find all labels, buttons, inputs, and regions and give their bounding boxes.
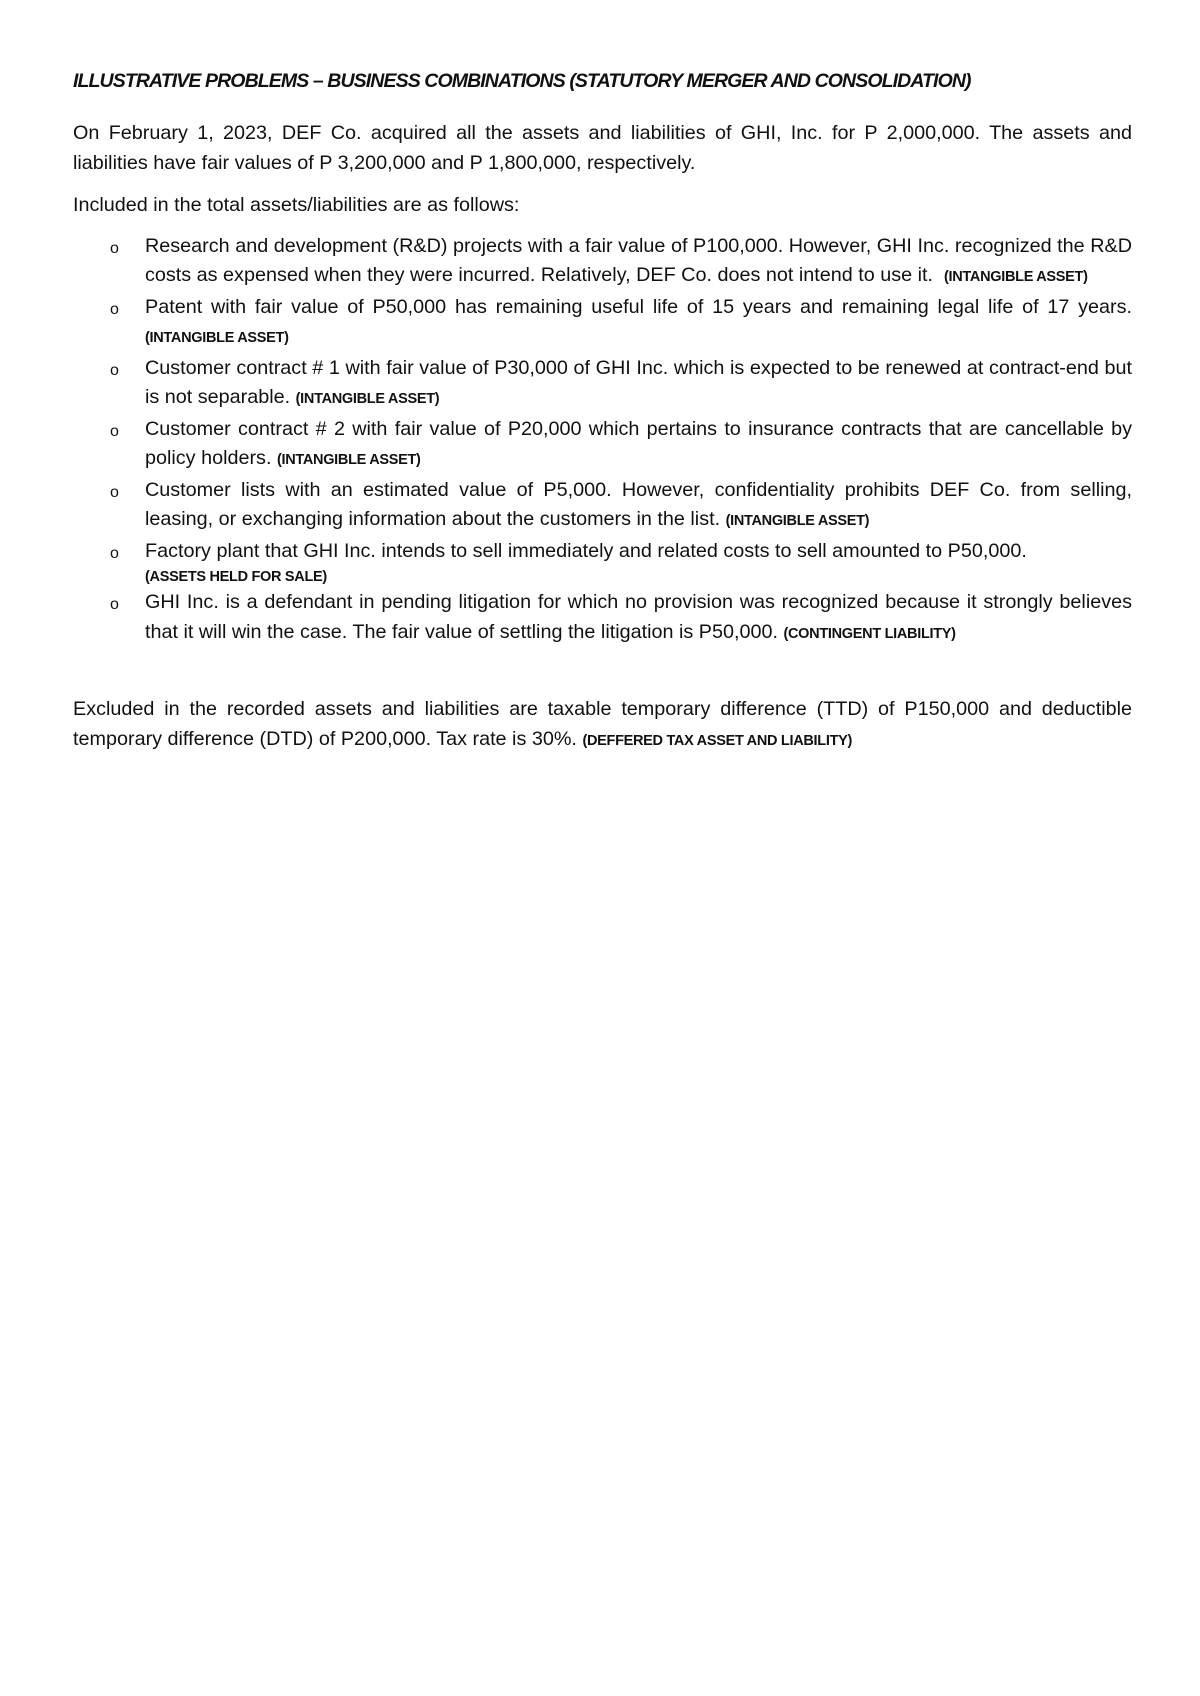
list-item <box>110 415 1132 476</box>
bullet-icon: o <box>110 596 119 613</box>
item-text: GHI Inc. is a defendant in pending litigation for which no provision was recognized because it strongly believes that it will win the case. The fair value of settling the litigation is P50,000. <box>145 591 1132 643</box>
item-text: Research and development (R&D) projects with a fair value of P100,000. However, GHI Inc. recognized the R&D costs as expensed when they were incurred. Relatively, DEF Co. does not intend to use it. <box>145 234 1132 286</box>
bullet-icon: o <box>110 483 119 501</box>
bullet-icon: o <box>110 300 119 318</box>
classification-tag: (ASSETS HELD FOR SALE) <box>145 569 327 585</box>
excluded-paragraph <box>73 695 1132 756</box>
item-text: Customer contract # 2 with fair value of P20,000 which pertains to insurance contracts that are cancellable by policy holders. <box>145 417 1132 469</box>
list-item <box>110 537 1132 589</box>
intro-paragraph: On February 1, 2023, DEF Co. acquired all the assets and liabilities of GHI, Inc. for P 2,000,000. The assets and liabilities have fair values of P 3,200,000 and P 1,800,000, respectively. <box>73 122 1132 174</box>
excluded-text: Excluded in the recorded assets and liabilities are taxable temporary difference (TTD) of P150,000 and deductible temporary difference (DTD) of P200,000. Tax rate is 30%. <box>73 698 1132 750</box>
bullet-icon: o <box>110 239 119 257</box>
list-item <box>110 476 1132 537</box>
item-text: Factory plant that GHI Inc. intends to sell immediately and related costs to sell amounted to P50,000. <box>145 539 1027 562</box>
classification-tag: (INTANGIBLE ASSET) <box>276 452 421 468</box>
list-item <box>110 293 1132 354</box>
bullet-icon: o <box>110 544 119 562</box>
document-page <box>73 68 1132 756</box>
list-item <box>110 354 1132 415</box>
item-text: Customer lists with an estimated value of P5,000. However, confidentiality prohibits DEF Co. from selling, leasing, or exchanging information about the customers in the list. <box>145 478 1132 530</box>
document-title: ILLUSTRATIVE PROBLEMS – BUSINESS COMBINATIONS (STATUTORY MERGER AND CONSOLIDATION) <box>73 70 971 92</box>
list-item <box>110 588 1132 649</box>
classification-tag: (INTANGIBLE ASSET) <box>145 330 289 346</box>
bullet-icon: o <box>110 361 119 379</box>
included-heading: Included in the total assets/liabilities are as follows: <box>73 194 520 216</box>
classification-tag: (INTANGIBLE ASSET) <box>725 513 870 529</box>
bullet-icon: o <box>110 422 119 440</box>
classification-tag: (INTANGIBLE ASSET) <box>944 269 1088 285</box>
classification-tag: (DEFFERED TAX ASSET AND LIABILITY) <box>582 732 853 749</box>
list-item <box>110 232 1132 293</box>
classification-tag: (CONTINGENT LIABILITY) <box>783 625 956 642</box>
included-items-list <box>73 232 1132 650</box>
item-text: Patent with fair value of P50,000 has remaining useful life of 15 years and remaining legal life of 17 years. <box>145 295 1132 318</box>
item-text: Customer contract # 1 with fair value of P30,000 of GHI Inc. which is expected to be renewed at contract-end but is not separable. <box>145 356 1132 408</box>
classification-tag: (INTANGIBLE ASSET) <box>295 391 440 407</box>
